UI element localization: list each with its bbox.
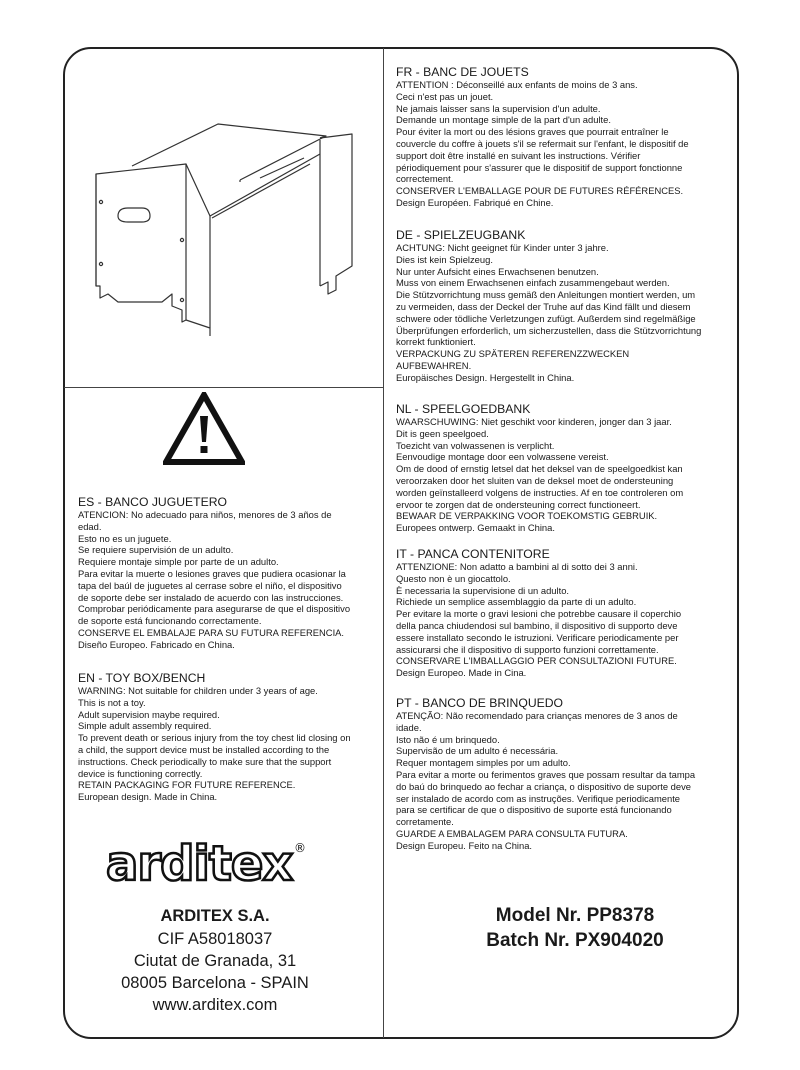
text-line: Esto no es un juguete. xyxy=(78,532,172,544)
text-line: Design Europeu. Feito na China. xyxy=(396,839,533,851)
text-line: ATTENZIONE: Non adatto a bambini al di sotto dei 3 anni. xyxy=(396,561,638,572)
text-line: de soporte está funcionando correctamente. xyxy=(78,615,262,627)
model-number: Model Nr. PP8378 xyxy=(495,905,655,926)
text-line: European design. Made in China. xyxy=(78,791,218,803)
text-line: ervoor te zorgen dat de ondersteuning correct functioneert. xyxy=(396,498,641,510)
text-line: Richiede un semplice assemblaggio da parte di un adulto. xyxy=(396,596,637,608)
warning-triangle-icon xyxy=(163,392,245,466)
text-line: Eenvoudige montage door een volwassene vereist. xyxy=(396,451,609,463)
text-line: Adult supervision maybe required. xyxy=(78,708,220,720)
block-heading: IT - PANCA CONTENITORE xyxy=(396,547,550,561)
block-de xyxy=(396,229,714,384)
block-nl xyxy=(396,403,714,534)
text-line: para se certificar de que o dispositivo de suporte está funcionando xyxy=(396,804,672,816)
block-heading: NL - SPEELGOEDBANK xyxy=(396,402,531,416)
text-line: Design Européen. Fabriqué en Chine. xyxy=(396,196,554,208)
text-line: assicurarsi che il dispositivo di supporto funzioni correttamente. xyxy=(396,643,659,655)
text-line: ATTENTION : Déconseillé aux enfants de moins de 3 ans. xyxy=(396,79,638,90)
company-cif: CIF A58018037 xyxy=(157,930,273,948)
text-line: Isto não é um brinquedo. xyxy=(396,733,500,745)
registered-mark: ® xyxy=(294,841,306,855)
arditex-logo xyxy=(104,836,314,894)
text-line: È necessaria la supervisione di un adulto. xyxy=(396,584,570,596)
text-line: Se requiere supervisión de un adulto. xyxy=(78,544,234,556)
text-line: a child, the support device must be installed according to the xyxy=(78,743,330,755)
text-line: device is functioning correctly. xyxy=(78,767,203,779)
text-line: GUARDE A EMBALAGEM PARA CONSULTA FUTURA. xyxy=(396,827,628,839)
text-line: Para evitar a morte ou ferimentos graves que possam resultar da tampa xyxy=(396,768,696,780)
text-line: AUFBEWAHREN. xyxy=(396,359,472,371)
block-pt xyxy=(396,697,714,852)
illustration-divider xyxy=(64,387,384,388)
block-fr xyxy=(396,66,714,209)
block-it xyxy=(396,548,714,679)
block-en xyxy=(78,672,396,803)
text-line: Demande un montage simple de la part d'un adulte. xyxy=(396,114,611,126)
logo-text: arditex xyxy=(106,836,293,892)
text-line: schwere oder tödliche Verletzungen zufügt. Außerdem sind regelmäßige xyxy=(396,312,696,324)
text-line: Dit is geen speelgoed. xyxy=(396,427,489,439)
block-heading: EN - TOY BOX/BENCH xyxy=(78,671,206,685)
company-web[interactable]: www.arditex.com xyxy=(152,996,278,1014)
text-line: WARNING: Not suitable for children under 3 years of age. xyxy=(78,685,318,696)
text-line: Diseño Europeo. Fabricado en China. xyxy=(78,638,235,650)
company-street: Ciutat de Granada, 31 xyxy=(133,952,297,970)
text-line: Om de dood of ernstig letsel dat het deksel van de speelgoedkist kan xyxy=(396,463,683,475)
text-line: ACHTUNG: Nicht geeignet für Kinder unter 3 jahre. xyxy=(396,242,609,253)
company-city: 08005 Barcelona - SPAIN xyxy=(121,974,309,992)
text-line: Europäisches Design. Hergestellt in China. xyxy=(396,371,575,383)
text-line: correctement. xyxy=(396,173,454,185)
text-line: BEWAAR DE VERPAKKING VOOR TOEKOMSTIG GEBRUIK. xyxy=(396,510,658,522)
toy-box-illustration xyxy=(90,118,360,336)
text-line: ser instalado de acordo com as instruções. Verifique periodicamente xyxy=(396,792,681,804)
block-heading: ES - BANCO JUGUETERO xyxy=(78,495,227,509)
text-line: Nur unter Aufsicht eines Erwachsenen benutzen. xyxy=(396,265,599,277)
text-line: idade. xyxy=(396,721,422,733)
text-line: Die Stützvorrichtung muss gemäß den Anleitungen montiert werden, um xyxy=(396,289,696,301)
text-line: della panca chiudendosi sul bambino, il dispositivo di supporto deve xyxy=(396,619,678,631)
text-line: CONSERVER L'EMBALLAGE POUR DE FUTURES RÉFÉRENCES. xyxy=(396,185,684,197)
text-line: couvercle du coffre à jouets s'il se refermait sur l'enfant, le dispositif de xyxy=(396,137,689,149)
text-line: Pour éviter la mort ou des lésions graves que pourrait entraîner le xyxy=(396,126,669,138)
text-line: Requiere montaje simple por parte de un adulto. xyxy=(78,556,279,568)
company-name: ARDITEX S.A. xyxy=(160,907,270,925)
text-line: WAARSCHUWING: Niet geschikt voor kinderen, jonger dan 3 jaar. xyxy=(396,416,672,427)
text-line: corretamente. xyxy=(396,816,454,828)
text-line: korrekt funktioniert. xyxy=(396,336,476,348)
block-es xyxy=(78,496,396,651)
text-line: Toezicht van volwassenen is verplicht. xyxy=(396,439,555,451)
text-line: do baú do brinquedo ao fechar a criança, o dispositivo de suporte deve xyxy=(396,780,691,792)
text-line: zu vermeiden, dass der Deckel der Truhe auf das Kind fällt und diesem xyxy=(396,300,691,312)
text-line: Ceci n'est pas un jouet. xyxy=(396,90,494,102)
text-line: Simple adult assembly required. xyxy=(78,720,212,732)
text-line: RETAIN PACKAGING FOR FUTURE REFERENCE. xyxy=(78,779,296,791)
text-line: instructions. Check periodically to make sure that the support xyxy=(78,755,332,767)
text-line: Supervisão de um adulto é necessária. xyxy=(396,745,559,757)
text-line: Requer montagem simples por um adulto. xyxy=(396,757,571,769)
text-line: worden geïnstalleerd volgens de instructies. Af en toe controleren om xyxy=(396,486,684,498)
text-line: CONSERVARE L'IMBALLAGGIO PER CONSULTAZIONI FUTURE. xyxy=(396,655,677,667)
text-line: Per evitare la morte o gravi lesioni che potrebbe causare il coperchio xyxy=(396,608,682,620)
text-line: To prevent death or serious injury from the toy chest lid closing on xyxy=(78,732,351,744)
text-line: Comprobar periódicamente para asegurarse de que el dispositivo xyxy=(78,603,351,615)
text-line: ATENÇÃO: Não recomendado para crianças menores de 3 anos de xyxy=(396,710,678,721)
block-heading: FR - BANC DE JOUETS xyxy=(396,65,529,79)
text-line: Design Europeo. Made in Cina. xyxy=(396,667,527,679)
text-line: tapa del baúl de juguetes al cerrase sobre el niño, el dispositivo xyxy=(78,579,342,591)
text-line: veroorzaken door het sluiten van de deksel moet de ondersteuning xyxy=(396,474,674,486)
text-line: Questo non è un giocattolo. xyxy=(396,572,511,584)
text-line: Muss von einem Erwachsenen einfach zusammengebaut werden. xyxy=(396,277,670,289)
text-line: VERPACKUNG ZU SPÄTEREN REFERENZZWECKEN xyxy=(396,348,630,360)
text-line: ATENCION: No adecuado para niños, menores de 3 años de xyxy=(78,509,332,520)
text-line: edad. xyxy=(78,520,102,532)
text-line: This is not a toy. xyxy=(78,696,146,708)
text-line: de soporte debe ser instalado de acuerdo con las instrucciones. xyxy=(78,591,344,603)
text-line: Ne jamais laisser sans la supervision d'un adulte. xyxy=(396,102,601,114)
text-line: Überprüfungen erforderlich, um sicherzustellen, dass die Stützvorrichtung xyxy=(396,324,702,336)
text-line: Europees ontwerp. Gemaakt in China. xyxy=(396,522,555,534)
text-line: Para evitar la muerte o lesiones graves que pudiera ocasionar la xyxy=(78,567,346,579)
block-heading: PT - BANCO DE BRINQUEDO xyxy=(396,696,564,710)
block-heading: DE - SPIELZEUGBANK xyxy=(396,228,526,242)
text-line: support doit être installé en suivant les instructions. Vérifier xyxy=(396,149,641,161)
batch-number: Batch Nr. PX904020 xyxy=(486,930,664,951)
text-line: CONSERVE EL EMBALAJE PARA SU FUTURA REFERENCIA. xyxy=(78,626,345,638)
text-line: Dies ist kein Spielzeug. xyxy=(396,253,493,265)
text-line: périodiquement pour s'assurer que le dispositif de support fonctionne xyxy=(396,161,683,173)
text-line: essere installato secondo le istruzioni. Verificare periodicamente per xyxy=(396,631,679,643)
